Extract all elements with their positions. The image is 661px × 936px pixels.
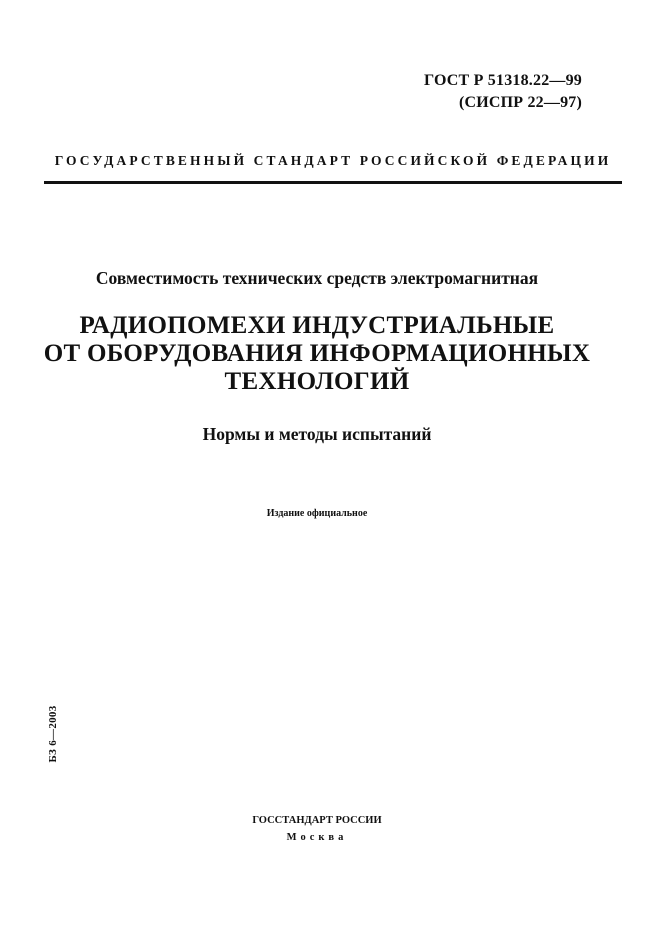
standard-designation [424,70,582,114]
document-subtitle: Нормы и методы испытаний [202,424,432,444]
designation-number: ГОСТ Р 51318.22—99 [423,72,582,89]
side-code-text: БЗ 6—2003 [47,705,59,763]
publisher-block [0,812,634,846]
edition-label: Издание официальное [266,508,368,519]
document-title [0,312,634,396]
title-line-1: РАДИОПОМЕХИ ИНДУСТРИАЛЬНЫЕ [79,312,555,339]
title-line-2: ОТ ОБОРУДОВАНИЯ ИНФОРМАЦИОННЫХ [43,340,591,367]
state-standard-heading: ГОСУДАРСТВЕННЫЙ СТАНДАРТ РОССИЙСКОЙ ФЕДЕРАЦИИ [54,153,612,168]
title-line-3: ТЕХНОЛОГИЙ [224,368,410,395]
compatibility-heading: Совместимость технических средств электромагнитная [95,268,539,288]
header-divider [44,181,622,184]
publisher-city: Москва [286,832,348,843]
designation-cispr: (СИСПР 22—97) [458,94,582,111]
publisher-name: ГОССТАНДАРТ РОССИИ [252,815,382,826]
